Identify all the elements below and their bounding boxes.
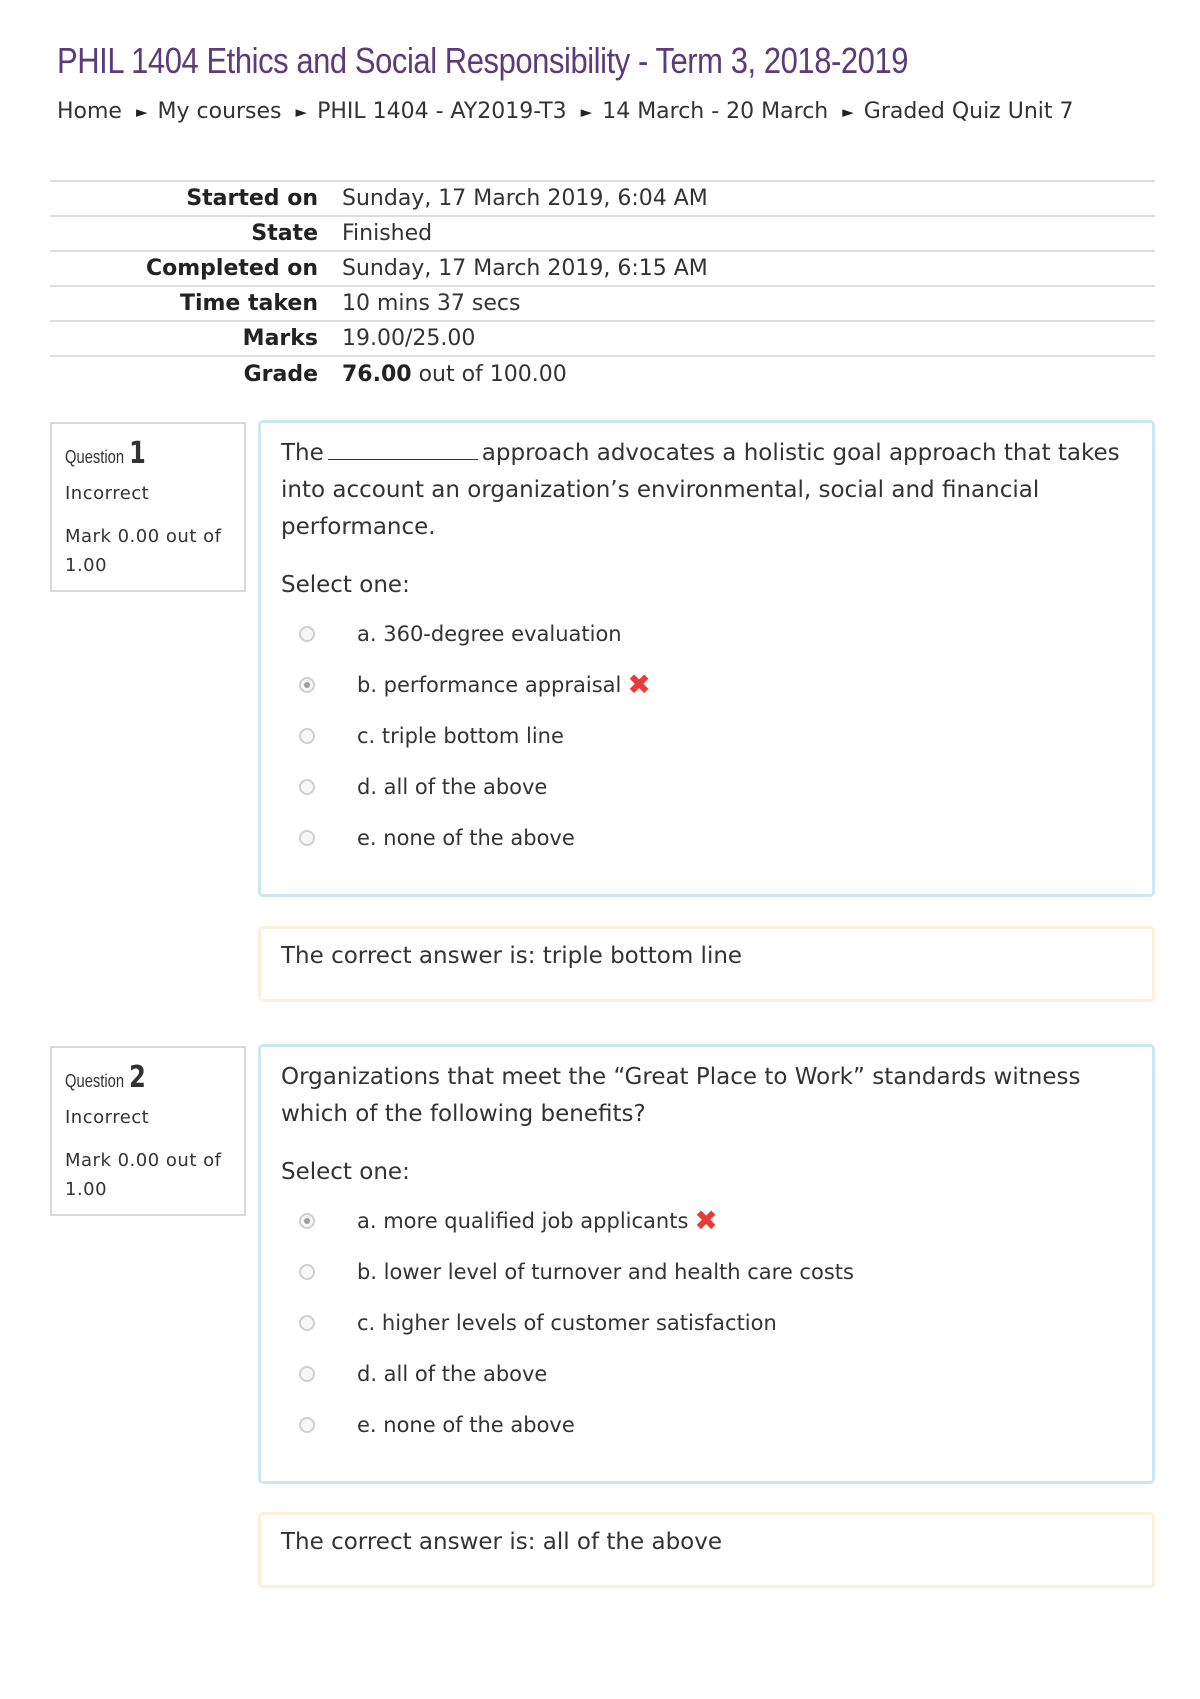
summary-value: 19.00/25.00 xyxy=(342,326,476,351)
summary-value: Finished xyxy=(342,221,433,246)
question-1-feedback: The correct answer is: triple bottom line xyxy=(258,926,1155,1002)
answer-option[interactable] xyxy=(281,1348,1132,1399)
question-mark: Mark 0.00 out of 1.00 xyxy=(65,1150,222,1200)
question-1-content xyxy=(258,420,1155,897)
summary-value: 10 mins 37 secs xyxy=(342,291,521,316)
breadcrumb-separator-icon: ► xyxy=(135,102,148,121)
attempt-summary-table xyxy=(50,180,1155,391)
summary-row xyxy=(50,251,1155,286)
course-title: PHIL 1404 Ethics and Social Responsibility - Term 3, 2018-2019 xyxy=(57,40,909,81)
answer-option[interactable] xyxy=(281,812,1132,863)
summary-label: Started on xyxy=(186,186,318,211)
question-label: Question xyxy=(65,447,125,467)
answer-option-selected[interactable] xyxy=(281,1195,1132,1246)
cross-mark-icon: ✖ xyxy=(627,667,651,701)
question-1-info xyxy=(50,422,246,592)
question-state: Incorrect xyxy=(65,1107,150,1128)
radio-button[interactable] xyxy=(299,728,315,744)
question-mark: Mark 0.00 out of 1.00 xyxy=(65,526,222,576)
radio-button[interactable] xyxy=(299,1264,315,1280)
breadcrumb-separator-icon: ► xyxy=(842,102,854,121)
select-one-prompt: Select one: xyxy=(281,1159,410,1185)
question-number-value: 1 xyxy=(129,436,146,471)
question-number xyxy=(65,1060,232,1095)
breadcrumb-separator-icon: ► xyxy=(580,102,593,121)
question-text: Organizations that meet the “Great Place to Work” standards witness which of the following benefits? xyxy=(281,1064,1081,1127)
question-2-info xyxy=(50,1046,246,1216)
summary-row xyxy=(50,286,1155,321)
answer-option[interactable] xyxy=(281,1246,1132,1297)
option-label: b. performance appraisal xyxy=(357,672,622,697)
radio-button[interactable] xyxy=(299,1366,315,1382)
summary-label: Time taken xyxy=(179,291,318,316)
option-label: d. all of the above xyxy=(357,774,548,799)
option-label: c. triple bottom line xyxy=(357,723,564,748)
answer-options xyxy=(281,608,1132,863)
question-2-feedback: The correct answer is: all of the above xyxy=(258,1512,1155,1588)
breadcrumb-quiz[interactable]: Graded Quiz Unit 7 xyxy=(863,99,1074,124)
breadcrumb-week[interactable]: 14 March - 20 March xyxy=(602,99,829,124)
summary-label: State xyxy=(251,221,318,246)
question-text-end: approach advocates a holistic goal approach that takes into account an organization’s environmental, social and financial performance. xyxy=(281,440,1120,540)
option-label: c. higher levels of customer satisfaction xyxy=(357,1310,777,1335)
grade-out-of: out of 100.00 xyxy=(411,361,567,387)
summary-label: Completed on xyxy=(145,256,318,281)
option-label: a. 360-degree evaluation xyxy=(357,621,622,646)
question-state: Incorrect xyxy=(65,483,150,504)
answer-option[interactable] xyxy=(281,761,1132,812)
summary-grade-value xyxy=(342,356,1155,391)
answer-option[interactable] xyxy=(281,1297,1132,1348)
summary-label: Grade xyxy=(243,361,318,387)
answer-option[interactable] xyxy=(281,710,1132,761)
summary-row xyxy=(50,216,1155,251)
summary-value: Sunday, 17 March 2019, 6:15 AM xyxy=(342,256,708,281)
question-label: Question xyxy=(65,1071,125,1091)
breadcrumb-separator-icon: ► xyxy=(295,102,308,121)
option-label: e. none of the above xyxy=(357,1412,575,1437)
breadcrumb-my-courses[interactable]: My courses xyxy=(157,99,282,124)
summary-row xyxy=(50,321,1155,356)
breadcrumb-course[interactable]: PHIL 1404 - AY2019-T3 xyxy=(317,99,567,124)
grade-score: 76.00 xyxy=(342,361,412,387)
radio-button-checked[interactable] xyxy=(299,677,315,693)
select-one-prompt: Select one: xyxy=(281,572,410,598)
answer-option-selected[interactable] xyxy=(281,659,1132,710)
answer-option[interactable] xyxy=(281,1399,1132,1450)
question-number-value: 2 xyxy=(129,1060,146,1095)
radio-button[interactable] xyxy=(299,1315,315,1331)
option-label: e. none of the above xyxy=(357,825,575,850)
question-2-content xyxy=(258,1044,1155,1484)
summary-label: Marks xyxy=(242,326,318,351)
option-label: d. all of the above xyxy=(357,1361,548,1386)
summary-value: Sunday, 17 March 2019, 6:04 AM xyxy=(342,186,708,211)
radio-button[interactable] xyxy=(299,1417,315,1433)
option-label: a. more qualified job applicants xyxy=(357,1208,689,1233)
question-text-start: The xyxy=(281,440,324,466)
fill-in-blank xyxy=(328,437,478,460)
breadcrumb xyxy=(57,99,1074,124)
question-text xyxy=(281,435,1132,546)
question-number xyxy=(65,436,232,471)
summary-row xyxy=(50,181,1155,216)
answer-options xyxy=(281,1195,1132,1450)
radio-button-checked[interactable] xyxy=(299,1213,315,1229)
answer-option[interactable] xyxy=(281,608,1132,659)
summary-row-grade xyxy=(50,356,1155,391)
breadcrumb-home[interactable]: Home xyxy=(57,99,122,124)
radio-button[interactable] xyxy=(299,779,315,795)
radio-button[interactable] xyxy=(299,626,315,642)
cross-mark-icon: ✖ xyxy=(694,1203,718,1237)
radio-button[interactable] xyxy=(299,830,315,846)
option-label: b. lower level of turnover and health care costs xyxy=(357,1259,854,1284)
